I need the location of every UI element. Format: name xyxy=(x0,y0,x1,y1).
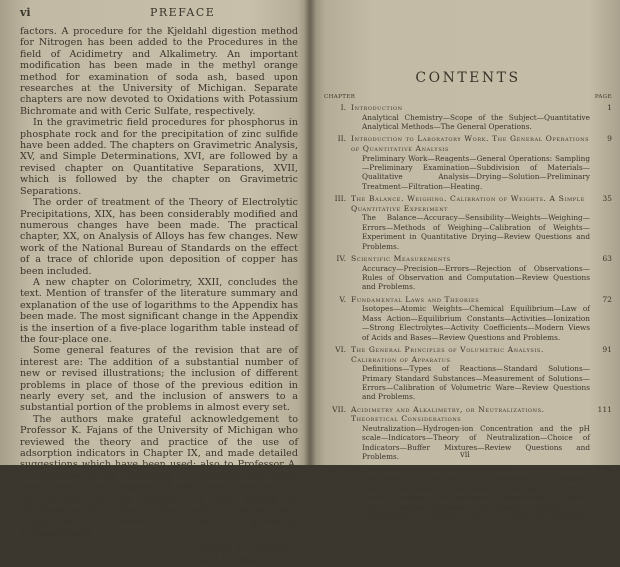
toc-page-number: 91 xyxy=(602,345,612,355)
toc-chapter-summary: The Balance—Accuracy—Sensibility—Weights—Weighing—Errors—Methods of Weighing—Calibration of Weights—Experiment in Quantitative Drying—Review Questions and Problems. xyxy=(362,213,590,251)
toc-chapter-title: Acidimetry and Alkalimetry. Procedures xyxy=(351,464,512,474)
toc-page-number: 9 xyxy=(607,134,612,144)
toc-entry[interactable] xyxy=(324,254,612,292)
toc-chapter-number: IV. xyxy=(336,254,346,264)
toc-chapter-summary: Preparation of a Standard Acid—Preparation of a Standard Alkali—Determination of Replaceable Hydrogen in an Acid—Review Questions and Problems—Determination of Sodium Oxide in Sodium Carbonate—The Kjeldahl Method for the Determination of Nitrogen—Review Questions and Problems. xyxy=(362,474,590,521)
left-running-head xyxy=(20,6,298,22)
toc-page-number: 72 xyxy=(602,294,612,304)
toc-chapter-number: VII. xyxy=(332,404,346,414)
toc-chapter-title: The General Principles of Volumetric Analysis. Calibration of Apparatus xyxy=(351,345,545,364)
toc-entry[interactable] xyxy=(324,345,612,402)
preface-paragraph-3: The order of treatment of the Theory of Electrolytic Precipitations, XIX, has been considerably modified and numerous changes have been made. The practical chapter, XX, on Analysis of Alloys has few changes. New work of the National Bureau of Standards on the effect of a trace of chloride upon deposition of copper has been included. xyxy=(20,197,298,277)
right-page-number: vii xyxy=(460,450,470,459)
toc-chapter-title: Acidimetry and Alkalimetry, or Neutralizations. Theoretical Considerations xyxy=(351,404,545,424)
toc-chapter-number: I. xyxy=(340,103,346,112)
toc-page-number: 1 xyxy=(607,103,612,112)
page-column-label: PAGE xyxy=(594,94,612,100)
toc-chapter-number: V. xyxy=(339,294,346,304)
toc-entry[interactable] xyxy=(324,295,612,342)
toc-page-number: 111 xyxy=(597,404,612,414)
toc-chapter-number: VIII. xyxy=(329,464,346,474)
toc-chapter-summary: Accuracy—Precision—Errors—Rejection of Observations—Rules of Observation and Computation—Review Questions and Problems. xyxy=(362,263,590,292)
toc-chapter-title: Introduction xyxy=(351,103,403,112)
running-title: PREFACE xyxy=(150,6,216,19)
toc-chapter-title: The Balance. Weighing. Calibration of Weights. A Simple Quantitative Experiment xyxy=(351,194,585,213)
chapter-column-label: CHAPTER xyxy=(324,94,356,100)
toc-chapter-number: VI. xyxy=(335,345,346,355)
toc-chapter-summary: Analytical Chemistry—Scope of the Subject—Quantitative Analytical Methods—The General Operations. xyxy=(362,112,590,131)
toc-entry[interactable] xyxy=(324,465,612,522)
toc-chapter-summary: Isotopes—Atomic Weights—Chemical Equilibrium—Law of Mass Action—Equilibrium Constants—Activities—Ionization—Strong Electrolytes—Activity Coefficients—Modern Views of Acids and Bases—Review Questions and Problems. xyxy=(362,304,590,342)
preface-paragraph-4: A new chapter on Colorimetry, XXII, concludes the text. Mention of transfer of the literature summary and explanation of the use of logarithms to the Appendix has been made. The most significant change in the Appendix is the insertion of a five-place logarithm table instead of the four-place one. xyxy=(20,276,298,345)
toc-page-number: 136 xyxy=(597,464,612,474)
toc-chapter-number: III. xyxy=(334,194,346,204)
toc-page-number: 63 xyxy=(602,254,612,264)
toc-chapter-summary: Definitions—Types of Reactions—Standard Solutions—Primary Standard Substances—Measurement of Solutions—Errors—Calibration of Volumetric Ware—Review Questions and Problems. xyxy=(362,364,590,402)
toc-entry[interactable] xyxy=(324,103,612,131)
toc-entry[interactable] xyxy=(324,194,612,251)
signature-author-2: N. Howell Furman. xyxy=(170,556,264,567)
book-gutter xyxy=(304,0,316,465)
preface-paragraph-1: factors. A procedure for the Kjeldahl digestion method for Nitrogen has been added to the Procedures in the field of Acidimetry and Alkalimetry. An important modification has been made in the methyl orange method for examination of soda ash, based upon researches at the University of Michigan. Separate chapters are now devoted to Oxidations with Potassium Bichromate and with Ceric Sulfate, respectively. xyxy=(20,26,298,117)
toc-chapter-summary: Preliminary Work—Reagents—General Operations: Sampling—Preliminary Examination—Subdivision of Materials—Qualitative Analysis—Drying—Solution—Preliminary Treatment—Filtration—Heating. xyxy=(362,153,590,191)
preface-text xyxy=(20,26,298,539)
signature-author-1: Hobart H. Willard, xyxy=(198,544,290,555)
toc-chapter-summary: Neutralization—Hydrogen-ion Concentration and the pH scale—Indicators—Theory of Neutralization—Choice of Indicators—Buffer Mixtures—Review Questions and Problems. xyxy=(362,424,590,462)
toc-chapter-title: Fundamental Laws and Theories xyxy=(351,294,480,304)
toc-chapter-number: II. xyxy=(337,134,346,144)
signature-block xyxy=(20,543,298,567)
preface-paragraph-2: In the gravimetric field procedures for phosphorus in phosphate rock and for the precipitation of zinc sulfide have been added. The chapters on Gravimetric Analysis, XV, and Simple Determinations, XVI, are followed by a revised chapter on Quantitative Separations, XVII, which is followed by the chapter on Gravimetric Separations. xyxy=(20,117,298,197)
toc-chapter-title: Introduction to Laboratory Work. The General Operations of Quantitative Analysis xyxy=(351,134,590,153)
toc-page-number: 35 xyxy=(602,194,612,204)
contents-heading: CONTENTS xyxy=(415,70,521,86)
toc-chapter-title: Scientific Measurements xyxy=(351,254,451,264)
left-page-number: vi xyxy=(20,6,31,19)
preface-paragraph-6: The authors make grateful acknowledgement to Professor K. Fajans of the University of Michigan who reviewed the theory and practice of the use of adsorption indicators in Chapter IX, and made detailed suggestions which have been used; also to Professor A. L. Ferguson of the University of Michigan who made many constructive suggestions which have been used in the revision of the chapter on the Theory of Electrodeposition. The further helpful criticism and suggestions of Professor E. R. Caley are gratefully acknowledged. xyxy=(20,413,298,539)
contents-column-headers xyxy=(324,94,612,100)
preface-date: May, 1940 xyxy=(20,556,68,567)
right-page-contents xyxy=(310,0,620,521)
toc-entry[interactable] xyxy=(324,134,612,191)
preface-paragraph-5: Some general features of the revision that are of interest are: The addition of a substantial number of new or revised illustrations; the inclusion of different problems in place of those of the previous edition in nearly every set, and the inclusion of answers to a substantial portion of the problems in almost every set. xyxy=(20,345,298,414)
